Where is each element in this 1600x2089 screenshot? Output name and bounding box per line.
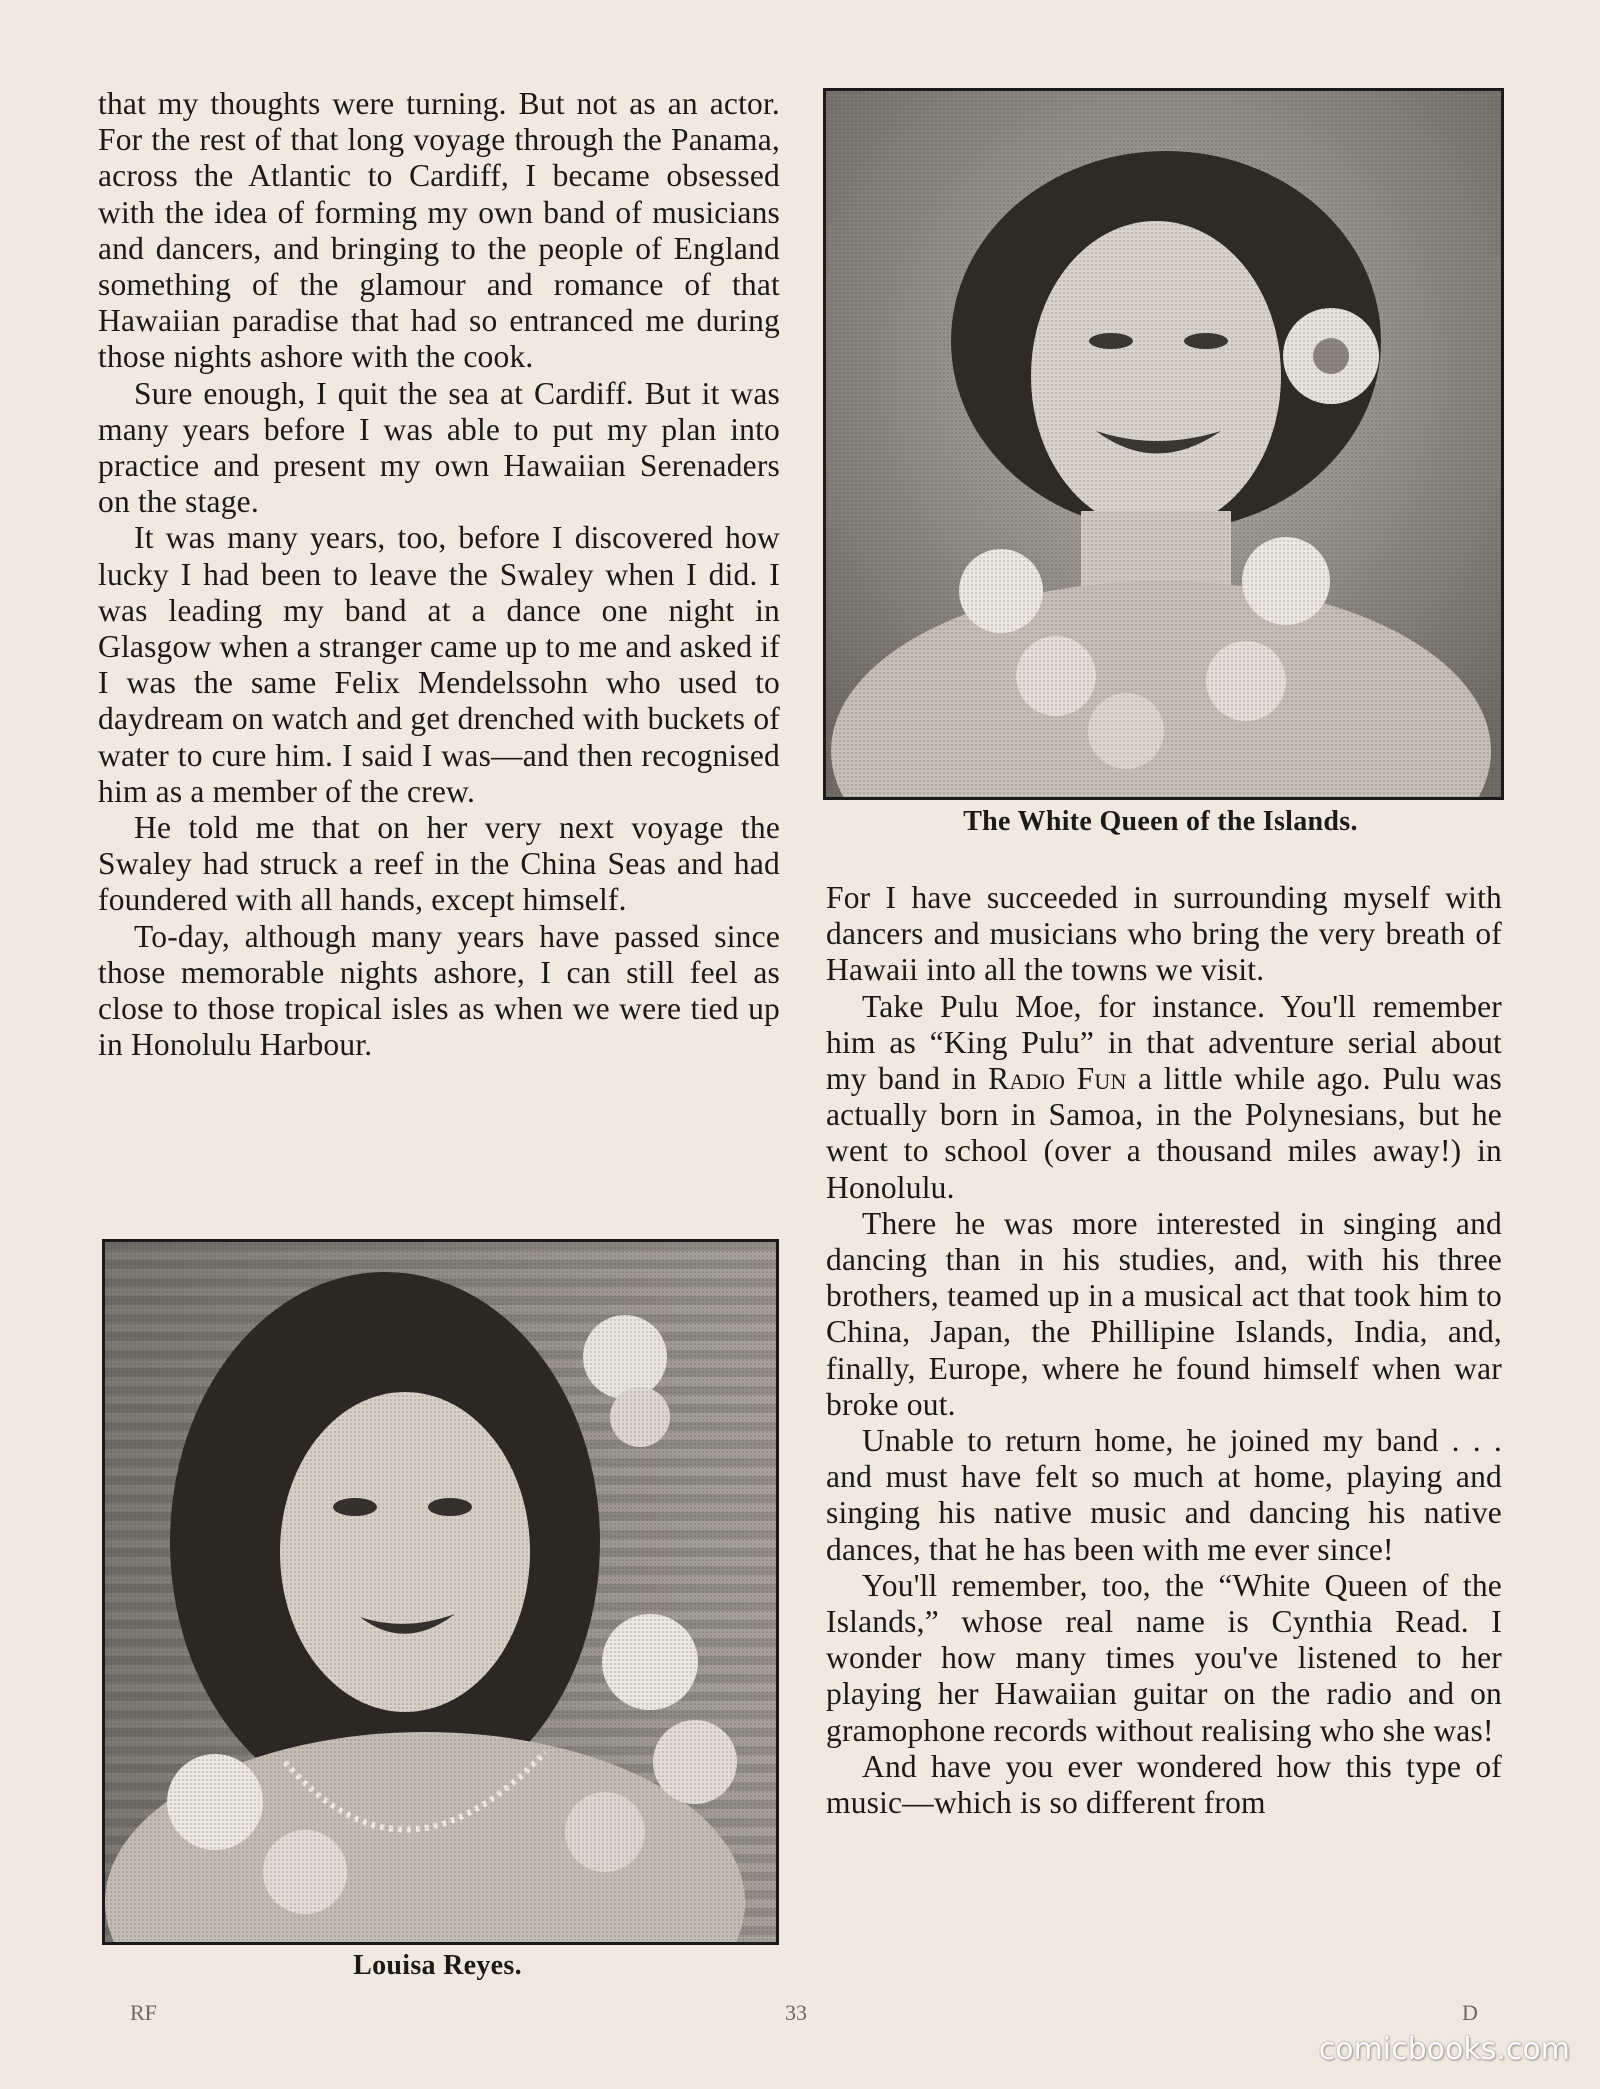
paragraph: You'll remember, too, the “White Queen of the Islands,” whose real name is Cynthia Read. I wonder how many times you've listened to her playing her Hawaiian guitar on the radio and on gramophone records without realising who she was! [826,1567,1502,1748]
louisa-reyes-photo [102,1239,779,1945]
footer-code: RF [130,2000,157,2025]
paragraph: Unable to return home, he joined my band . . . and must have felt so much at home, playing and singing his native music and dancing his native dances, that he has been with me ever since! [826,1423,1502,1567]
white-queen-photo [823,88,1504,800]
text-run: Take Pulu Moe, for instance. You'll remember him as “King Pulu” in that adventure serial about my band in [826,988,1502,1097]
magazine-title: Radio Fun [988,1061,1127,1097]
paragraph: To-day, although many years have passed since those memorable nights ashore, I can still feel as close to those tropical isles as when we were tied up in Honolulu Harbour. [98,918,780,1063]
footer-signature: D [1462,2000,1478,2025]
left-column [98,86,780,1063]
page-number: 33 [785,2000,807,2025]
paragraph: Sure enough, I quit the sea at Cardiff. But it was many years before I was able to put my plan into practice and present my own Hawaiian Serenaders on the stage. [98,375,780,520]
photo-caption: The White Queen of the Islands. [963,806,1358,837]
paragraph [826,989,1502,1206]
photo-caption: Louisa Reyes. [353,1950,522,1981]
site-watermark: comicbooks.com [1318,2032,1570,2067]
text-run: a little while ago. Pulu was actually born in Samoa, in the Polynesians, but he went to school (over a thousand miles away!) in Honolulu. [826,1061,1503,1205]
paragraph: It was many years, too, before I discovered how lucky I had been to leave the Swaley when I did. I was leading my band at a dance one night in Glasgow when a stranger came up to me and asked if I was the same Felix Mendelssohn who used to daydream on watch and get drenched with buckets of water to cure him. I said I was—and then recognised him as a member of the crew. [98,520,780,809]
paragraph: And have you ever wondered how this type of music—which is so different from [826,1748,1502,1821]
paragraph: For I have succeeded in surrounding myself with dancers and musicians who bring the very breath of Hawaii into all the towns we visit. [826,880,1502,988]
paragraph: that my thoughts were turning. But not as an actor. For the rest of that long voyage through the Panama, across the Atlantic to Cardiff, I became obsessed with the idea of forming my own band of musicians and dancers, and bringing to the people of England something of the glamour and romance of that Hawaiian paradise that had so entranced me during those nights ashore with the cook. [98,86,780,375]
right-column [826,880,1502,1821]
paragraph: He told me that on her very next voyage the Swaley had struck a reef in the China Seas and had foundered with all hands, except himself. [98,810,780,918]
paragraph: There he was more interested in singing and dancing than in his studies, and, with his three brothers, teamed up in a musical act that took him to China, Japan, the Phillipine Islands, India, and, finally, Europe, where he found himself when war broke out. [826,1205,1502,1422]
